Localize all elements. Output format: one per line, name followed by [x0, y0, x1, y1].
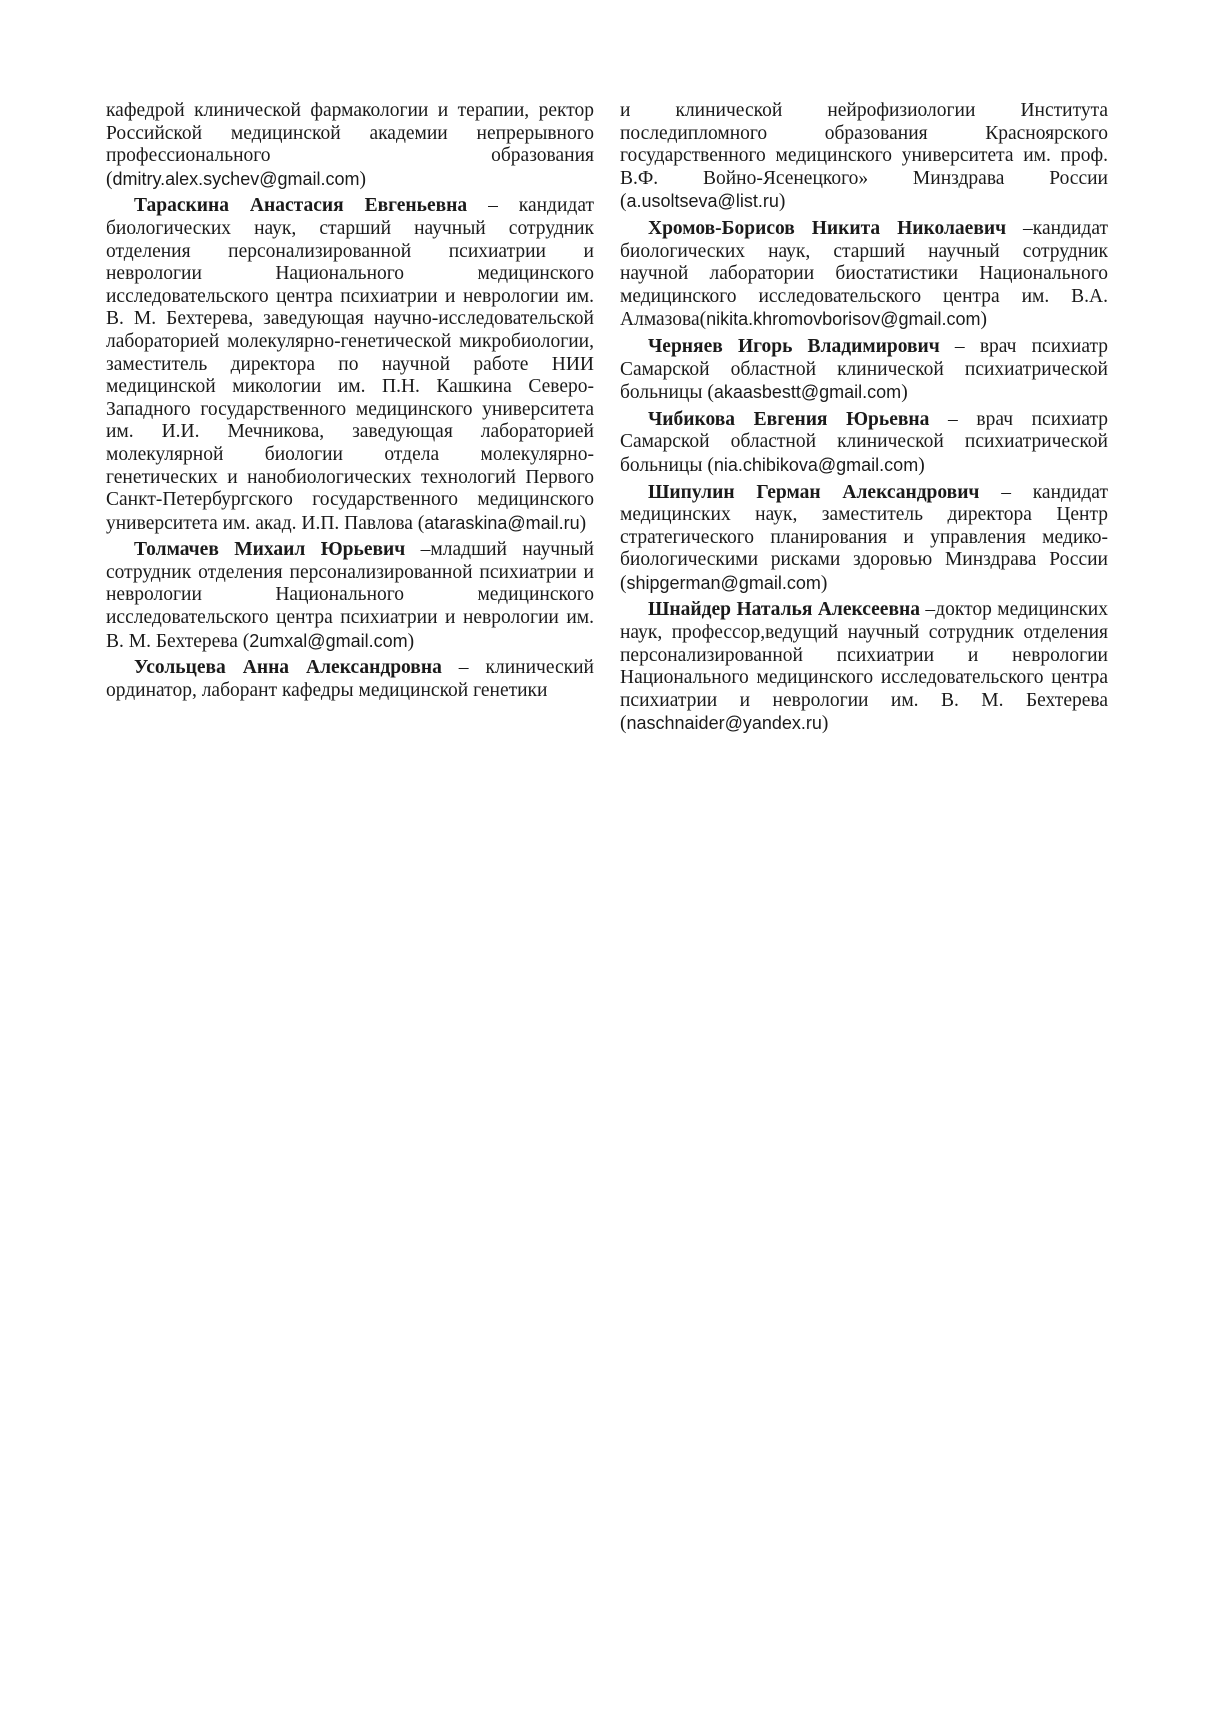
- author-name: Хромов-Борисов Никита Николаевич: [648, 217, 1007, 239]
- closing-paren: ): [980, 309, 987, 331]
- author-email: akaasbestt@gmail.com: [713, 382, 902, 403]
- closing-paren: ): [901, 382, 908, 404]
- author-description: – клинический ординатор, лаборант кафедры медицинской генетики: [106, 657, 594, 701]
- author-name: Шнайдер Наталья Алексеевна: [648, 599, 920, 621]
- author-description: кафедрой клинической фармакологии и терапии, ректор Российской медицинской академии непрерывного профессионального образования (: [106, 100, 594, 190]
- author-entry-chibikova: [620, 409, 1108, 478]
- author-name: Усольцева Анна Александровна: [134, 657, 442, 679]
- closing-paren: ): [778, 191, 786, 213]
- author-name: Шипулин Герман Александрович: [648, 481, 980, 503]
- author-description: –кандидат биологических наук, старший научный сотрудник научной лаборатории биостатистики Национального медицинского исследовательского центра им. В.А. Алмазова(: [620, 217, 1108, 331]
- author-entry-taraskina: [106, 195, 594, 535]
- closing-paren: ): [820, 572, 828, 594]
- author-entry-shnaider: [620, 599, 1108, 736]
- author-email: shipgerman@gmail.com: [626, 572, 821, 593]
- author-entry-khromov-borisov: [620, 218, 1108, 332]
- author-name: Толмачев Михаил Юрьевич: [134, 539, 406, 561]
- left-column: [106, 100, 594, 706]
- author-description: –доктор медицинских наук, профессор,ведущий научный сотрудник отделения персонализированной психиатрии и неврологии Национального медицинского исследовательского центра психиатрии и неврологии им. В. М. Бехтерева (: [620, 599, 1108, 735]
- author-name: Тараскина Анастасия Евгеньевна: [134, 195, 468, 217]
- author-entry-tolmachev: [106, 539, 594, 653]
- author-entry-chernyaev: [620, 336, 1108, 405]
- author-email: a.usoltseva@list.ru: [626, 191, 779, 212]
- author-name: Черняев Игорь Владимирович: [648, 335, 940, 357]
- author-email: ataraskina@mail.ru: [424, 512, 580, 533]
- author-entry-shipulin: [620, 482, 1108, 596]
- right-column: [620, 100, 1108, 740]
- author-description: – врач психиатр Самарской областной клинической психиатрической больницы (: [620, 335, 1108, 404]
- author-description: – врач психиатр Самарской областной клинической психиатрической больницы (: [620, 408, 1108, 476]
- closing-paren: ): [918, 454, 925, 476]
- author-entry-usoltseva-continued: [620, 100, 1108, 214]
- author-email: 2umxal@gmail.com: [249, 630, 408, 651]
- author-entry-usoltseva: [106, 657, 594, 702]
- closing-paren: ): [821, 713, 829, 735]
- author-email: nikita.khromovborisov@gmail.com: [706, 309, 981, 330]
- closing-paren: ): [359, 168, 366, 190]
- author-description: – кандидат биологических наук, старший научный сотрудник отделения персонализированной психиатрии и неврологии Национального медицинского исследовательского центра психиатрии и неврологии им. В. М. Бехтерева, заведующая научно-исследовательской лабораторией молекулярно-генетической микробиологии, заместитель директора по научной работе НИИ медицинской микологии им. П.Н. Кашкина Северо-Западного государственного медицинского университета им. И.И. Мечникова, заведующая лабораторией молекулярной биологии отдела молекулярно-генетических и нанобиологических технологий Первого Санкт-Петербургского государственного медицинского университета им. акад. И.П. Павлова (: [106, 195, 594, 534]
- closing-paren: ): [407, 630, 415, 652]
- author-description: – кандидат медицинских наук, заместитель директора Центр стратегического планирования и управления медико-биологическими рисками здоровью Минздрава России (: [620, 481, 1108, 594]
- closing-paren: ): [579, 512, 587, 534]
- author-email: dmitry.alex.sychev@gmail.com: [112, 168, 360, 189]
- author-name: Чибикова Евгения Юрьевна: [648, 408, 930, 430]
- author-description: –младший научный сотрудник отделения персонализированной психиатрии и неврологии Национального медицинского исследовательского центра психиатрии и неврологии им. В. М. Бехтерева (: [106, 539, 594, 652]
- author-description: и клинической нейрофизиологии Института последипломного образования Красноярского государственного медицинского университета им. проф. В.Ф. Войно-Ясенецкого» Минздрава России (: [620, 100, 1108, 213]
- author-email: nia.chibikova@gmail.com: [713, 454, 919, 475]
- author-email: naschnaider@yandex.ru: [626, 713, 822, 734]
- author-entry-sychev: [106, 100, 594, 191]
